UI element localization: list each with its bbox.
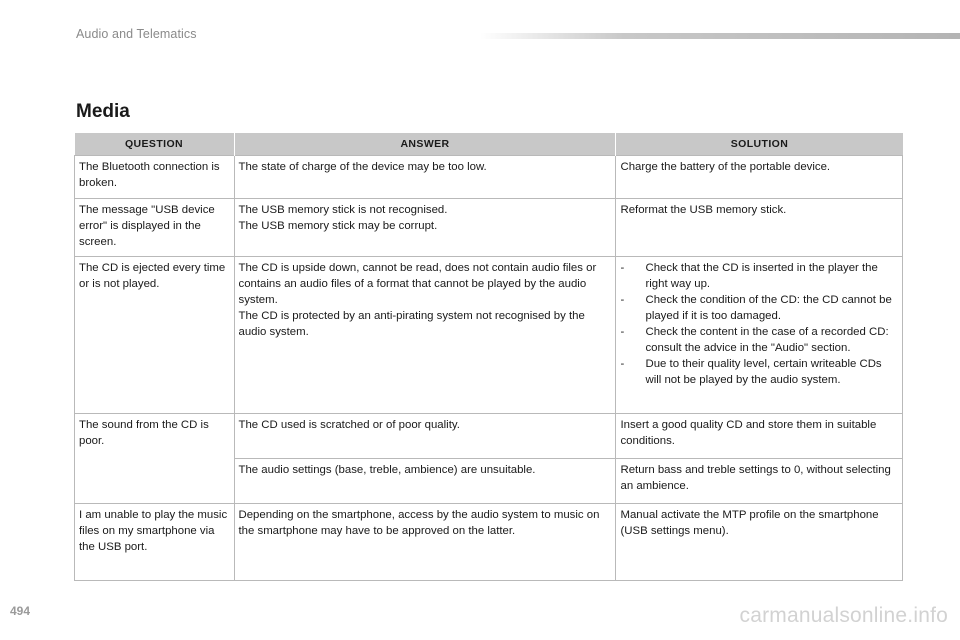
table-row [75,504,903,581]
page-number: 494 [10,604,31,618]
question-cell: The CD is ejected every time or is not played. [75,257,235,414]
bullet-dash: - [620,326,625,338]
bullet-dash: - [620,358,625,370]
solution-step-text: Check the condition of the CD: the CD cannot be played if it is too damaged. [645,294,892,322]
solution-cell: Charge the battery of the portable device. [616,156,903,199]
table-row [75,257,903,414]
answer-line: The CD is upside down, cannot be read, does not contain audio files or contains an audio files of a format that cannot be played by the audio system. [238,262,597,306]
answer-line: The USB memory stick may be corrupt. [238,220,438,232]
solution-step [620,260,898,292]
answer-cell [234,257,616,414]
solution-step [620,292,898,324]
troubleshooting-table [74,133,903,581]
answer-line: The state of charge of the device may be too low. [238,161,487,173]
table-row [75,156,903,199]
solution-step-text: Check that the CD is inserted in the player the right way up. [645,262,878,290]
answer-line: The USB memory stick is not recognised. [238,204,448,216]
answer-line: The audio settings (base, treble, ambience) are unsuitable. [238,464,536,476]
solution-cell [616,257,903,414]
table-header-row [75,133,903,156]
question-cell: The message "USB device error" is displayed in the screen. [75,199,235,257]
question-cell: The Bluetooth connection is broken. [75,156,235,199]
bullet-dash: - [620,294,625,306]
answer-line: The CD is protected by an anti-pirating system not recognised by the audio system. [238,310,585,338]
solution-step-text: Due to their quality level, certain writeable CDs will not be played by the audio system. [645,358,882,386]
answer-cell [234,199,616,257]
table-row [75,414,903,459]
header-title: Audio and Telematics [76,27,197,41]
solution-cell: Insert a good quality CD and store them in suitable conditions. [616,414,903,459]
solution-step [620,324,898,356]
answer-cell [234,156,616,199]
column-header-solution: SOLUTION [616,133,903,156]
answer-line: Depending on the smartphone, access by the audio system to music on the smartphone may have to be approved on the latter. [238,509,600,537]
answer-line: The CD used is scratched or of poor quality. [238,419,460,431]
page-header [0,0,960,46]
solution-step [620,356,898,388]
answer-cell [234,459,616,504]
solution-cell: Reformat the USB memory stick. [616,199,903,257]
watermark: carmanualsonline.info [739,604,948,627]
header-rule [480,33,960,39]
solution-cell: Return bass and treble settings to 0, without selecting an ambience. [616,459,903,504]
column-header-answer: ANSWER [234,133,616,156]
question-cell: I am unable to play the music files on my smartphone via the USB port. [75,504,235,581]
answer-cell [234,414,616,459]
solution-step-text: Check the content in the case of a recorded CD: consult the advice in the "Audio" section. [645,326,889,354]
table-row [75,199,903,257]
solution-cell: Manual activate the MTP profile on the smartphone (USB settings menu). [616,504,903,581]
section-title: Media [76,101,130,122]
solution-steps-list [620,260,898,388]
question-cell: The sound from the CD is poor. [75,414,235,504]
column-header-question: QUESTION [75,133,235,156]
bullet-dash: - [620,262,625,274]
answer-cell [234,504,616,581]
